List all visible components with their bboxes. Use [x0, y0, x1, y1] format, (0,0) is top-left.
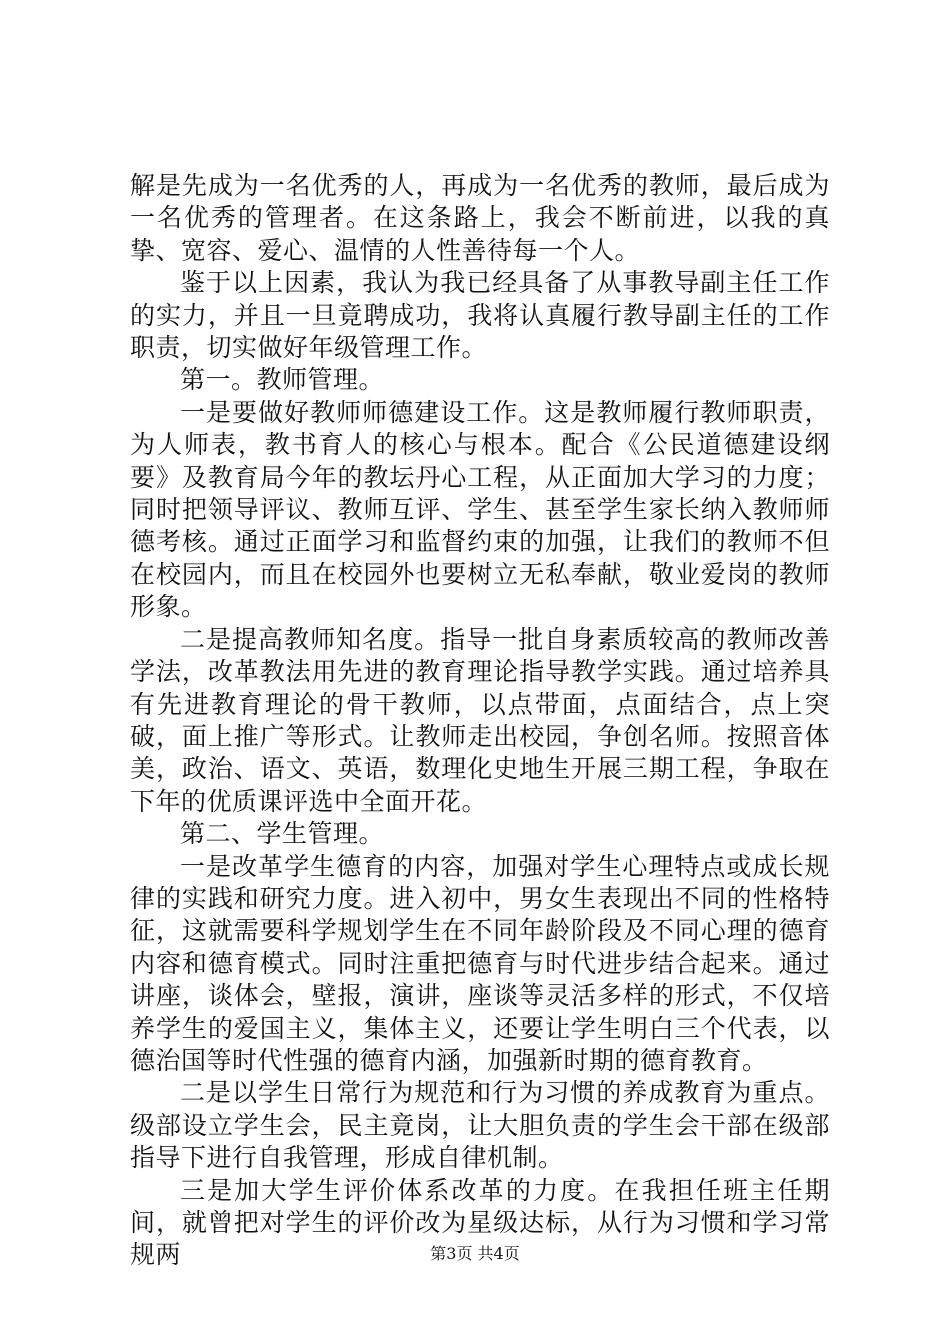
- document-body: [130, 170, 830, 1272]
- paragraph-continuation: 解是先成为一名优秀的人，再成为一名优秀的教师，最后成为一名优秀的管理者。在这条路上，我会不断前进，以我的真挚、宽容、爱心、温情的人性善待每一个人。: [130, 171, 830, 265]
- paragraph-teacher-reputation: 二是提高教师知名度。指导一批自身素质较高的教师改善学法，改革教法用先进的教育理论指导教学实践。通过培养具有先进教育理论的骨干教师，以点带面，点面结合，点上突破，面上推广等形式。让教师走出校园，争创名师。按照音体美，政治、语文、英语，数理化史地生开展三期工程，争取在下年的优质课评选中全面开花。: [130, 624, 830, 816]
- paragraph-qualification: 鉴于以上因素，我认为我已经具备了从事教导副主任工作的实力，并且一旦竟聘成功，我将认真履行教导副主任的工作职责，切实做好年级管理工作。: [130, 268, 830, 363]
- paragraph-evaluation-reform: 三是加大学生评价体系改革的力度。在我担任班主任期间，就曾把对学生的评价改为星级达标，从行为习惯和学习常规两: [130, 1175, 830, 1270]
- page-number-footer: 第3页 共4页: [430, 1244, 520, 1263]
- section-heading-student-management: 第二、学生管理。: [180, 819, 385, 849]
- paragraph-teacher-ethics: 一是要做好教师师德建设工作。这是教师履行教师职责，为人师表，教书育人的核心与根本。配合《公民道德建设纲要》及教育局今年的教坛丹心工程，从正面加大学习的力度；同时把领导评议、教师互评、学生、甚至学生家长纳入教师师德考核。通过正面学习和监督约束的加强，让我们的教师不但在校园内，而且在校园外也要树立无私奉献，敬业爱岗的教师形象。: [130, 397, 830, 622]
- section-heading-teacher-management: 第一。教师管理。: [180, 365, 385, 395]
- paragraph-moral-education: 一是改革学生德育的内容，加强对学生心理特点或成长规律的实践和研究力度。进入初中，男女生表现出不同的性格特征，这就需要科学规划学生在不同年龄阶段及不同心理的德育内容和德育模式。同时注重把德育与时代进步结合起来。通过讲座，谈体会，壁报，演讲，座谈等灵活多样的形式，不仅培养学生的爱国主义，集体主义，还要让学生明白三个代表，以德治国等时代性强的德育内涵，加强新时期的德育教育。: [130, 851, 830, 1075]
- paragraph-behavior-habits: 二是以学生日常行为规范和行为习惯的养成教育为重点。级部设立学生会，民主竟岗，让大胆负责的学生会干部在级部指导下进行自我管理，形成自律机制。: [130, 1078, 830, 1173]
